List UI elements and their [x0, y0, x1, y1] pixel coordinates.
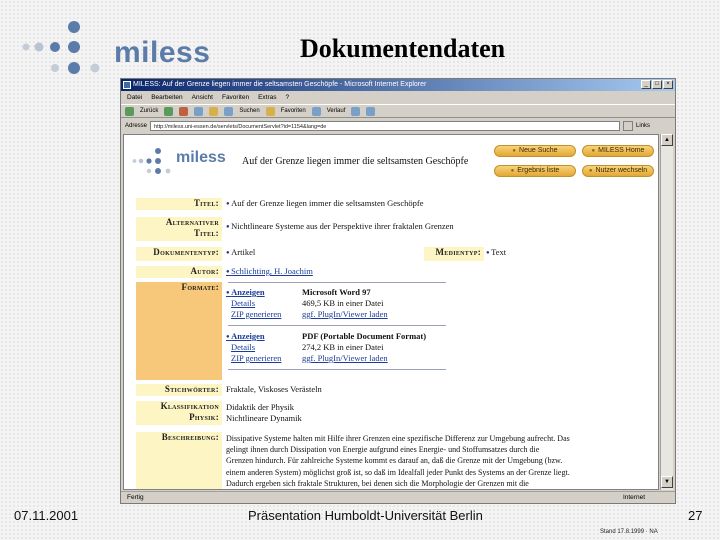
- back-button[interactable]: Zurück: [140, 108, 159, 114]
- format-2-name: PDF (Portable Document Format): [302, 331, 427, 341]
- menu-favoriten[interactable]: Favoriten: [221, 94, 250, 101]
- page-logo-dots-icon: [132, 147, 172, 177]
- description-line: Dissipative Systeme halten mit Hilfe ihrer Grenzen eine spezifische Differenz zur Umgebung aufrecht. Das: [226, 434, 570, 443]
- label-klassifikation: [136, 401, 222, 425]
- label-dokumententyp: Dokumententyp:: [136, 247, 222, 261]
- vertical-scrollbar[interactable]: [660, 134, 673, 490]
- forward-icon[interactable]: [164, 107, 173, 116]
- history-icon[interactable]: [312, 107, 321, 116]
- search-icon[interactable]: [224, 107, 233, 116]
- back-icon[interactable]: [125, 107, 134, 116]
- label-medientyp: Medientyp:: [424, 247, 484, 261]
- toolbar: [121, 104, 675, 118]
- format-2-details-link[interactable]: Details: [231, 342, 256, 352]
- value-klassifikation-2: Nichtlineare Dynamik: [226, 413, 302, 423]
- format-1-size: 469,5 KB in einer Datei: [302, 298, 384, 308]
- format-divider: [228, 369, 446, 370]
- label-stichwoerter: Stichwörter:: [136, 384, 222, 396]
- logo-text: miless: [114, 36, 211, 69]
- refresh-icon[interactable]: [194, 107, 203, 116]
- slide-title: Dokumentendaten: [300, 34, 506, 63]
- label-beschreibung: Beschreibung:: [136, 432, 222, 490]
- document-title: Auf der Grenze liegen immer die seltsamsten Geschöpfe: [242, 156, 469, 167]
- description: [226, 433, 656, 489]
- status-zone: Internet: [622, 494, 645, 501]
- value-stichwoerter: Fraktale, Viskoses Verästeln: [226, 384, 322, 394]
- print-icon[interactable]: [366, 107, 375, 116]
- author-link[interactable]: ● Schlichting, H. Joachim: [226, 266, 313, 278]
- label-alt-titel-line2: Titel:: [193, 228, 219, 238]
- format-2-view-link[interactable]: ● Anzeigen: [226, 331, 265, 343]
- menu-datei[interactable]: Datei: [127, 94, 143, 101]
- home-icon[interactable]: [209, 107, 218, 116]
- favorites-icon[interactable]: [266, 107, 275, 116]
- description-line: einem anderen System) möglichst groß ist, so daß im Idealfall jeder Punkt des Systems an der Grenze liegt.: [226, 467, 570, 477]
- menu-ansicht[interactable]: Ansicht: [191, 94, 213, 101]
- browser-window: [120, 78, 676, 504]
- page-logo-text: miless: [176, 149, 226, 166]
- scroll-down-icon[interactable]: ▼: [661, 476, 673, 488]
- value-titel: ● Auf der Grenze liegen immer die seltsamsten Geschöpfe: [226, 198, 423, 210]
- scroll-up-icon[interactable]: ▲: [661, 134, 673, 146]
- ie-icon: [123, 81, 131, 89]
- value-alt-titel: ● Nichtlineare Systeme aus der Perspektive ihrer fraktalen Grenzen: [226, 221, 454, 233]
- format-2-plugin-link[interactable]: ggf. PlugIn/Viewer laden: [302, 353, 388, 363]
- format-1-details-link[interactable]: Details: [231, 298, 256, 308]
- slide-date: 07.11.2001: [14, 508, 79, 523]
- menu-bar: [121, 92, 675, 103]
- address-label: Adresse: [125, 122, 148, 129]
- switch-user-button[interactable]: ● Nutzer wechseln: [582, 165, 654, 177]
- status-bar: [121, 491, 675, 503]
- close-button[interactable]: ×: [663, 80, 673, 89]
- miless-home-button[interactable]: ● MILESS Home: [582, 145, 654, 157]
- address-input[interactable]: http://miless.uni-essen.de/servlets/DocumentServlet?id=1154&lang=de: [150, 121, 620, 131]
- menu-help[interactable]: ?: [285, 94, 290, 101]
- mail-icon[interactable]: [351, 107, 360, 116]
- label-titel: Titel:: [136, 198, 222, 210]
- format-2-zip-link[interactable]: ZIP generieren: [231, 353, 282, 363]
- slide-footer: Präsentation Humboldt-Universität Berlin: [248, 508, 483, 523]
- label-formate: Formate:: [136, 282, 222, 380]
- slide-page-number: 27: [688, 508, 703, 523]
- menu-extras[interactable]: Extras: [258, 94, 277, 101]
- label-alt-titel: [136, 217, 222, 241]
- label-alt-titel-line1: Alternativer: [165, 217, 219, 227]
- label-autor: Autor:: [136, 266, 222, 278]
- result-list-button[interactable]: ● Ergebnis liste: [494, 165, 576, 177]
- label-klassifikation-line2: Physik:: [189, 412, 219, 422]
- minimize-button[interactable]: _: [641, 80, 651, 89]
- logo-dots-icon: [22, 20, 104, 80]
- format-1-view-link[interactable]: ● Anzeigen: [226, 287, 265, 299]
- value-medientyp: ● Text: [486, 247, 506, 259]
- favorites-button[interactable]: Favoriten: [280, 108, 306, 114]
- value-dokumententyp: ● Artikel: [226, 247, 255, 259]
- maximize-button[interactable]: □: [652, 80, 662, 89]
- format-1-zip-link[interactable]: ZIP generieren: [231, 309, 282, 319]
- slide-stand: Stand 17.8.1999 · NA: [600, 529, 658, 535]
- status-text: Fertig: [127, 494, 144, 501]
- format-1-name: Microsoft Word 97: [302, 287, 371, 297]
- format-divider: [228, 282, 446, 283]
- menu-bearbeiten[interactable]: Bearbeiten: [151, 94, 183, 101]
- links-label[interactable]: Links: [636, 122, 651, 129]
- go-button[interactable]: [623, 121, 633, 131]
- description-line: Dadurch ergeben sich fraktale Strukturen, bei denen sich die Morphologie der Grenzen mit die: [226, 478, 529, 488]
- value-klassifikation-1: Didaktik der Physik: [226, 402, 294, 412]
- stop-icon[interactable]: [179, 107, 188, 116]
- history-button[interactable]: Verlauf: [326, 108, 346, 114]
- search-button[interactable]: Suchen: [239, 108, 260, 114]
- miless-logo: [22, 20, 211, 80]
- format-2-size: 274,2 KB in einer Datei: [302, 342, 384, 352]
- format-divider: [228, 325, 446, 326]
- format-1-plugin-link[interactable]: ggf. PlugIn/Viewer laden: [302, 309, 388, 319]
- address-bar: [121, 119, 675, 132]
- page-content: [123, 134, 659, 490]
- window-title: MILESS: Auf der Grenze liegen immer die seltsamsten Geschöpfe - Microsoft Internet Explorer: [133, 81, 427, 88]
- description-line: gelingt ihnen durch Dissipation von Energie aufgrund eines Energie- und Stoffumsatzes durch die: [226, 445, 540, 455]
- description-line: Grenzen hindurch. Für zahlreiche Systeme kommt es darauf an, daß die Grenze mit der Umgebung (bzw.: [226, 456, 563, 466]
- new-search-button[interactable]: ● Neue Suche: [494, 145, 576, 157]
- label-klassifikation-line1: Klassifikation: [160, 401, 219, 411]
- title-bar: [121, 79, 675, 91]
